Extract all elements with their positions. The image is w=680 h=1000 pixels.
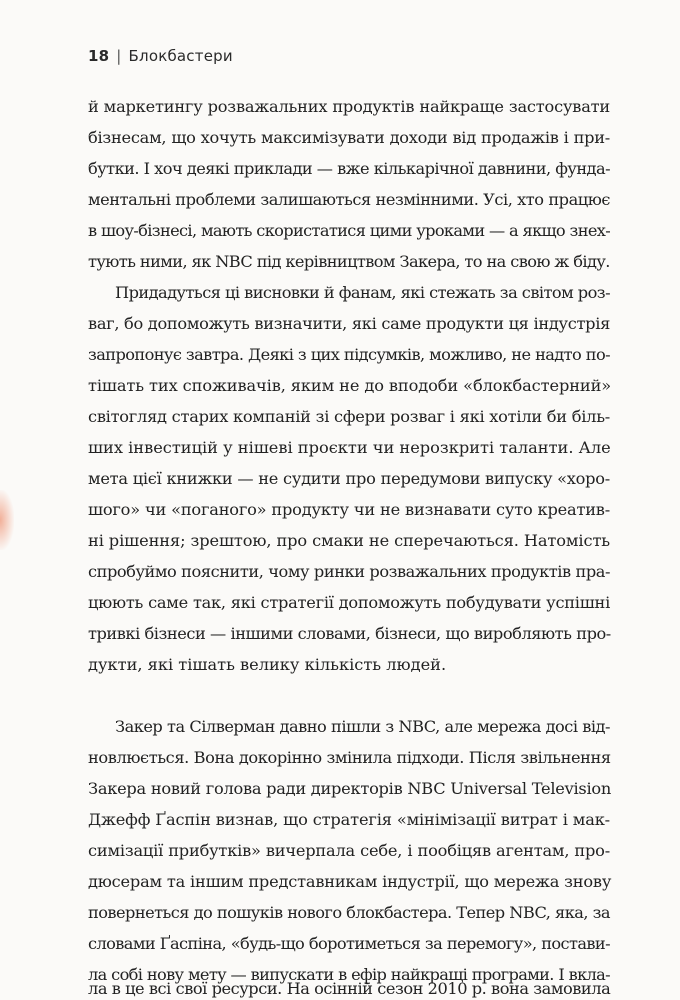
text-line: цюють саме так, які стратегії допоможуть побудувати успішні bbox=[88, 593, 610, 612]
text-line: в шоу-бізнесі, мають скористатися цими уроками — а якщо знех- bbox=[88, 221, 611, 240]
text-line: дюсерам та іншим представникам індустрії, що мережа знову bbox=[88, 872, 612, 891]
page-number: 18 bbox=[88, 47, 110, 65]
text-line: ментальні проблеми залишаються незмінними. Усі, хто працює bbox=[88, 190, 610, 209]
text-line: шого» чи «поганого» продукту чи не визнавати суто креатив- bbox=[88, 500, 610, 519]
text-line: дукти, які тішать велику кількість людей. bbox=[88, 655, 447, 674]
text-line: тують ними, як NBC під керівництвом Закера, то на свою ж біду. bbox=[88, 252, 610, 271]
text-line: повернеться до пошуків нового блокбастера. Тепер NBC, яка, за bbox=[88, 903, 610, 922]
text-line: спробуймо пояснити, чому ринки розважальних продуктів пра- bbox=[88, 562, 610, 581]
text-line: бізнесам, що хочуть максимізувати доходи від продажів і при- bbox=[88, 128, 610, 147]
text-line: ні рішення; зрештою, про смаки не сперечаються. Натомість bbox=[88, 531, 611, 550]
text-line: симізації прибутків» вичерпала себе, і пообіцяв агентам, про- bbox=[88, 841, 610, 860]
text-line: й маркетингу розважальних продуктів найкраще застосувати bbox=[88, 97, 610, 116]
page-edge-stain bbox=[0, 490, 14, 550]
text-line: Закер та Сілверман давно пішли з NBC, але мережа досі від- bbox=[115, 717, 610, 736]
text-line: Джефф Ґаспін визнав, що стратегія «мінімізації витрат і мак- bbox=[88, 810, 610, 829]
text-line: тривкі бізнеси — іншими словами, бізнеси, що виробляють про- bbox=[88, 624, 611, 643]
text-line: запропонує завтра. Деякі з цих підсумків, можливо, не надто по- bbox=[88, 345, 610, 364]
text-line: ла собі нову мету — випускати в ефір найкращі програми. І вкла- bbox=[88, 965, 610, 984]
text-line: Придадуться ці висновки й фанам, які стежать за світом роз- bbox=[115, 283, 610, 302]
text-line: бутки. І хоч деякі приклади — вже кількарічної давнини, фунда- bbox=[88, 159, 610, 178]
text-line: тішать тих споживачів, яким не до вподоби «блокбастерний» bbox=[88, 376, 612, 395]
text-line: словами Ґаспіна, «будь-що боротиметься за перемогу», постави- bbox=[88, 934, 610, 953]
running-head bbox=[88, 47, 233, 65]
text-line: ваг, бо допоможуть визначити, які саме продукти ця індустрія bbox=[88, 314, 610, 333]
text-line: ших інвестицій у нішеві проєкти чи нерозкриті таланти. Але bbox=[88, 438, 611, 457]
text-line: мета цієї книжки — не судити про передумови випуску «хоро- bbox=[88, 469, 610, 488]
book-title: Блокбастери bbox=[128, 47, 233, 65]
text-line: ла в це всі свої ресурси. На осінній сезон 2010 р. вона замовила bbox=[88, 979, 611, 998]
text-line: новлюється. Вона докорінно змінила підходи. Після звільнення bbox=[88, 748, 611, 767]
text-line: світогляд старих компаній зі сфери розваг і які хотіли би біль- bbox=[88, 407, 610, 426]
header-separator: | bbox=[116, 47, 122, 65]
text-line: Закера новий голова ради директорів NBC Universal Television bbox=[88, 779, 612, 798]
